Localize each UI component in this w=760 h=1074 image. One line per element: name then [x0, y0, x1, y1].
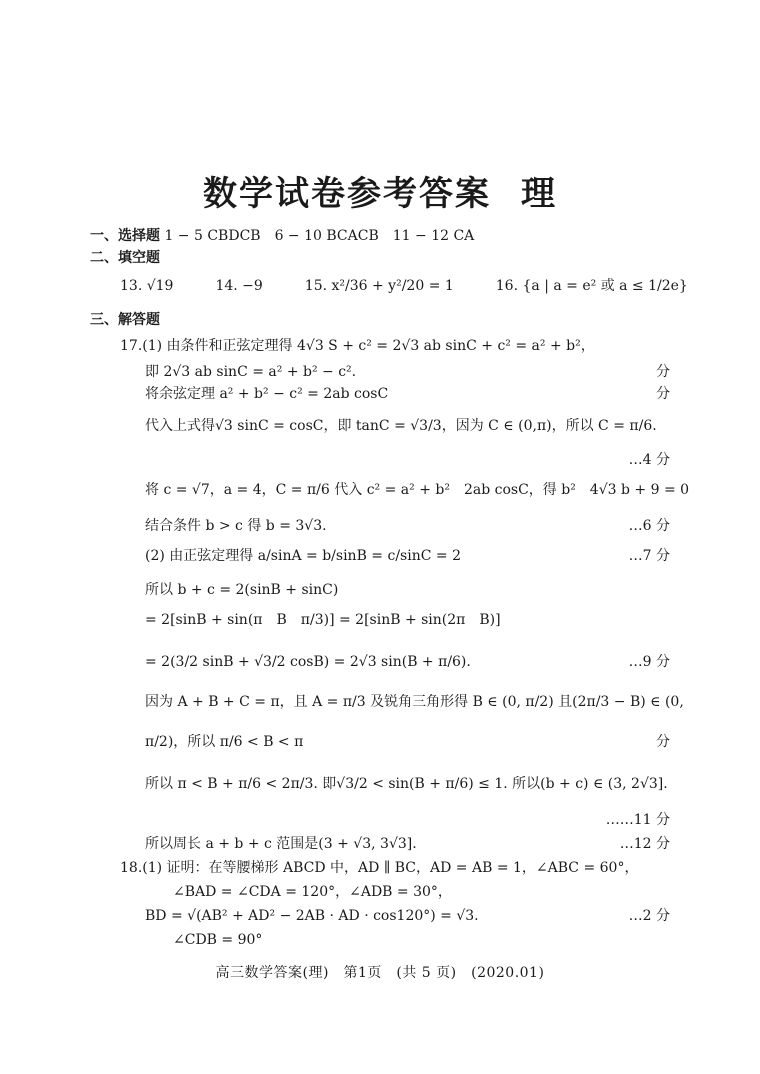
solution-line-text: = 2[sinB + sin(π B π/3)] = 2[sinB + sin(2π B)] [145, 612, 501, 628]
solution-line-text: 所以周长 a + b + c 范围是(3 + √3, 3√3]. [145, 836, 417, 852]
solution-line-text: ∠BAD = ∠CDA = 120°，∠ADB = 30°， [173, 884, 452, 900]
score-mark: …7 分 [628, 548, 670, 564]
solution-line-text: 代入上式得√3 sinC = cosC，即 tanC = √3/3，因为 C ∈ (0,π)，所以 C = π/6. [145, 418, 657, 434]
solution-line-text: BD = √(AB² + AD² − 2AB · AD · cos120°) = √3. [145, 908, 479, 924]
solution-line-text: 因为 A + B + C = π，且 A = π/3 及锐角三角形得 B ∈ (0, π/2) 且(2π/3 − B) ∈ (0, [145, 694, 684, 710]
solution-line-text: ∠CDB = 90° [173, 932, 263, 948]
solution-line-text: = 2(3/2 sinB + √3/2 cosB) = 2√3 sin(B + π/6). [145, 654, 471, 670]
fill-answers-text: 13. √19 14. −9 15. x²/36 + y²/20 = 1 16. {a | a = e² 或 a ≤ 1/2e} [120, 278, 688, 294]
solution-line-text: 所以 π < B + π/6 < 2π/3. 即√3/2 < sin(B + π/6) ≤ 1. 所以(b + c) ∈ (3, 2√3]. [145, 776, 668, 792]
score-mark: 分 [656, 734, 670, 750]
title-suffix: 理 [521, 174, 557, 214]
section-fill-label: 二、填空题 [90, 250, 160, 266]
solution-line-text: (2) 由正弦定理得 a/sinA = b/sinB = c/sinC = 2 [145, 548, 461, 564]
solution-line-text: 所以 b + c = 2(sinB + sinC) [145, 582, 339, 598]
solution-line-text: 即 2√3 ab sinC = a² + b² − c². [145, 364, 357, 380]
solution-line-text: 将余弦定理 a² + b² − c² = 2ab cosC [145, 386, 389, 402]
solution-line-text: 结合条件 b > c 得 b = 3√3. [145, 518, 327, 534]
score-mark: …12 分 [619, 836, 670, 852]
score-mark: ……11 分 [605, 812, 670, 828]
section-solve-label: 三、解答题 [90, 312, 160, 328]
score-mark: …6 分 [628, 518, 670, 534]
page-title [0, 166, 760, 215]
solution-line-text: 18.(1) 证明：在等腰梯形 ABCD 中，AD ∥ BC，AD = AB = 1，∠ABC = 60°， [120, 860, 639, 876]
solution-line-text: 17.(1) 由条件和正弦定理得 4√3 S + c² = 2√3 ab sinC + c² = a² + b²， [120, 338, 595, 354]
solution-line-text: π/2)，所以 π/6 < B < π [145, 734, 304, 750]
section-choice-label: 一、选择题 [90, 228, 160, 244]
solution-line-text: 将 c = √7，a = 4，C = π/6 代入 c² = a² + b² 2ab cosC，得 b² 4√3 b + 9 = 0 [145, 482, 690, 498]
title-main: 数学试卷参考答案 [203, 174, 491, 214]
score-mark: 分 [656, 386, 670, 402]
page-footer: 高三数学答案(理) 第1页 (共 5 页) (2020.01) [215, 965, 545, 981]
choice-answers: 1 − 5 CBDCB 6 − 10 BCACB 11 − 12 CA [164, 228, 475, 244]
score-mark: …9 分 [628, 654, 670, 670]
score-mark: …2 分 [628, 908, 670, 924]
score-mark: …4 分 [628, 452, 670, 468]
score-mark: 分 [656, 364, 670, 380]
